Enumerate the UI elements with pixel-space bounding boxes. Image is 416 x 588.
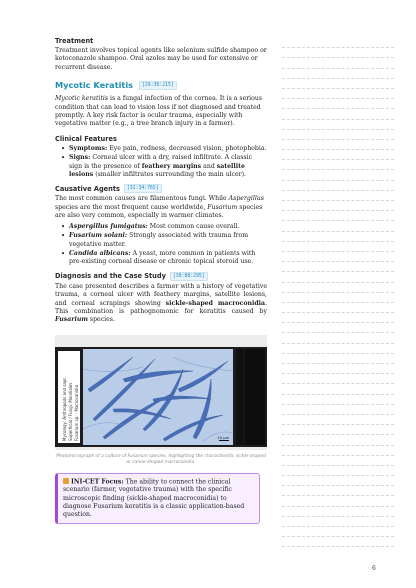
note-line (282, 405, 394, 415)
note-line (282, 354, 394, 364)
note-line (282, 109, 394, 119)
note-line (282, 262, 394, 272)
section-title-text: Mycotic Keratitis (55, 80, 134, 91)
note-line (282, 303, 394, 313)
callout-text: The ability to connect the clinical scenario (farmer, vegetative trauma) with the specific microscopic finding (sickle-shaped macroconidia) to diagnose Fusarium keratitis is a classic application-based question. (63, 478, 245, 519)
note-line (282, 89, 394, 99)
diagnosis-fusarium: Fusarium (55, 316, 88, 324)
note-line (282, 313, 394, 323)
note-line (282, 242, 394, 252)
note-line (282, 446, 394, 456)
note-line (282, 191, 394, 201)
list-item (61, 223, 267, 231)
causative-paragraph (55, 195, 267, 220)
note-line (282, 486, 394, 496)
causative-fusarium: Fusarium (207, 203, 238, 211)
treatment-heading: Treatment (55, 37, 94, 45)
causative-aspergillus: Aspergillus (228, 195, 264, 203)
note-line (282, 537, 394, 547)
figure-photomicrograph (55, 335, 267, 450)
slide-label-line: Fusarium sp. - Macroconidia (74, 384, 79, 441)
note-line (282, 79, 394, 89)
clinical-features-heading: Clinical Features (55, 134, 117, 143)
slide-label (58, 351, 80, 443)
signs-text-pre: Corneal ulcer with a dry, raised infiltrate. A classic sign is the presence of (69, 154, 253, 170)
note-line (282, 425, 394, 435)
causative-agents-heading: Causative Agents (55, 184, 120, 193)
diagnosis-paragraph (55, 283, 267, 325)
diagnosis-header (55, 272, 267, 281)
note-line (282, 99, 394, 109)
note-line (282, 527, 394, 537)
signs-text-post: (smaller infiltrates surrounding the main ulcer). (93, 171, 247, 179)
note-line (282, 517, 394, 527)
causative-agents-header (55, 184, 267, 193)
note-line (282, 395, 394, 405)
note-line (282, 160, 394, 170)
agent-label: Fusarium solani: (69, 232, 128, 240)
note-line (282, 252, 394, 262)
note-line (282, 283, 394, 293)
macroconidia-illustration (83, 349, 233, 445)
page-number: 6 (372, 565, 376, 572)
scale-bar (219, 440, 229, 441)
note-line (282, 181, 394, 191)
note-line (282, 456, 394, 466)
note-line (282, 415, 394, 425)
intro-term: Mycotic keratitis (55, 95, 109, 103)
causative-agents-list (61, 223, 267, 267)
note-line (282, 435, 394, 445)
note-line (282, 140, 394, 150)
list-item (61, 250, 267, 267)
causative-text-post: species are also very common, especially in warmer climates. (55, 203, 263, 220)
agent-text: A yeast, more common in patients with pre-existing corneal disease or chronic topical steroid use. (69, 249, 256, 266)
note-line (282, 374, 394, 384)
figure-caption: Photomicrograph of a culture of Fusarium species, highlighting the characteristic sickle-shaped or canoe-shaped macroconidia. (56, 453, 266, 465)
note-line (282, 344, 394, 354)
note-line (282, 130, 394, 140)
ini-cet-focus-callout (55, 473, 260, 525)
agent-label: Candida albicans: (69, 249, 131, 257)
agent-label: Aspergillus fumigatus: (69, 222, 148, 230)
note-line (282, 466, 394, 476)
note-line (282, 232, 394, 242)
list-item (61, 232, 267, 249)
slide-label-line: Mycology: Anthropods and sapr. (62, 376, 67, 441)
note-line (282, 120, 394, 130)
notes-column[interactable] (282, 38, 394, 552)
note-line (282, 272, 394, 282)
focus-icon (63, 478, 69, 484)
note-line (282, 496, 394, 506)
note-line (282, 364, 394, 374)
note-line (282, 221, 394, 231)
timestamp-badge[interactable]: [30:88:295] (170, 272, 208, 281)
symptoms-label: Symptoms: (69, 144, 108, 152)
symptoms-text: Eye pain, redness, decreased vision, photophobia. (107, 144, 267, 152)
diagnosis-text-mid: . This combination is pathognomonic for keratitis caused by (55, 299, 267, 315)
note-line (282, 38, 394, 48)
diagnosis-keyword: sickle-shaped macroconidia (165, 299, 266, 307)
note-line (282, 201, 394, 211)
section-title-mycotic-keratitis (55, 80, 267, 90)
note-line (282, 476, 394, 486)
intro-paragraph (55, 95, 267, 129)
timestamp-badge[interactable]: [32:34:765] (124, 184, 162, 193)
timestamp-badge[interactable]: [29:36:215] (139, 81, 177, 90)
diagnosis-heading: Diagnosis and the Case Study (55, 272, 166, 281)
note-line (282, 384, 394, 394)
slide-label-line: Superficial / Fungi: Moniliales (68, 382, 73, 441)
clinical-features-list (61, 145, 267, 180)
microscope-slide (55, 347, 267, 447)
diagnosis-text-post: species. (87, 316, 115, 324)
slide-edge (245, 349, 265, 445)
scale-label: 10 µm (217, 435, 229, 440)
list-item-signs (61, 154, 267, 179)
note-line (282, 507, 394, 517)
signs-label: Signs: (69, 154, 91, 162)
note-line (282, 293, 394, 303)
slide-edge (236, 349, 244, 445)
agent-text: Most common cause overall. (147, 222, 240, 230)
note-line (282, 150, 394, 160)
note-line (282, 323, 394, 333)
signs-keyword-feathery: feathery margins (141, 162, 202, 170)
signs-keyword-satellite: satellite lesions (69, 162, 245, 179)
note-line (282, 69, 394, 79)
micrograph-field (83, 349, 233, 445)
note-line (282, 48, 394, 58)
intro-text: is a fungal infection of the cornea. It is a serious condition that can lead to vision loss if not diagnosed and treated promptly. A key risk factor is ocular trauma, especially with vegetative matter (e.g., a tree branch injury in a farmer). (55, 95, 263, 128)
causative-text-mid: species are the most frequent cause worldwide, (55, 203, 208, 211)
main-column (55, 33, 267, 524)
treatment-text: Treatment involves topical agents like selenium sulfide shampoo or ketoconazole shampoo. Oral azoles may be used for extensive or recurrent disease. (55, 47, 267, 71)
diagnosis-text-pre: The case presented describes a farmer with a history of vegetative trauma, a corneal ulcer with feathery margins, satellite lesions, and corneal scrapings showing (55, 282, 267, 307)
note-line (282, 170, 394, 180)
callout-lead: INI-CET Focus: (71, 478, 124, 486)
list-item-symptoms (61, 145, 267, 153)
note-line (282, 333, 394, 343)
agent-text: Strongly associated with trauma from vegetative matter. (69, 232, 249, 248)
causative-text-pre: The most common causes are filamentous fungi. While (55, 195, 229, 203)
note-line (282, 211, 394, 221)
signs-text-mid: and (201, 162, 217, 170)
note-line (282, 58, 394, 68)
